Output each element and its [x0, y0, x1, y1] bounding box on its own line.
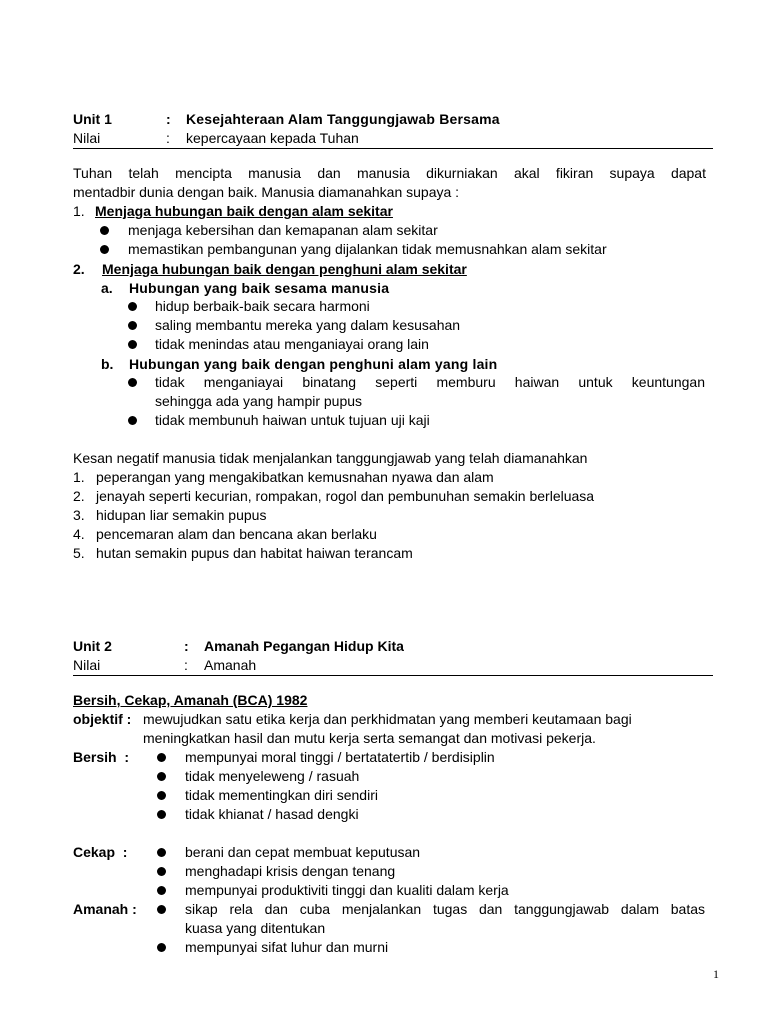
unit1-title: Kesejahteraan Alam Tanggungjawab Bersama	[186, 111, 500, 127]
unit2-label: Unit 2	[73, 638, 112, 654]
unit1-sub-b-bullet-1-line2: sehingga ada yang hampir pupus	[155, 393, 363, 409]
objektif-label: objektif :	[73, 711, 132, 727]
bullet-icon	[157, 943, 166, 952]
cekap-item-3: mempunyai produktiviti tinggi dan kualiti dalam kerja	[185, 882, 509, 898]
negative-item-3-number: 3.	[73, 507, 85, 523]
unit1-nilai-colon: :	[166, 130, 170, 146]
unit1-sub-b-label: b.	[101, 356, 114, 372]
unit2-title: Amanah Pegangan Hidup Kita	[204, 638, 404, 654]
cekap-item-1: berani dan cepat membuat keputusan	[185, 844, 421, 860]
cekap-label: Cekap :	[73, 844, 128, 860]
objektif-line1: mewujudkan satu etika kerja dan perkhidmatan yang memberi keutamaan bagi	[143, 711, 632, 727]
bullet-icon	[157, 848, 166, 857]
unit1-sub-b-bullet-2: tidak membunuh haiwan untuk tujuan uji kaji	[155, 412, 430, 428]
negative-item-2-text: jenayah seperti kecurian, rompakan, rogol dan pembunuhan semakin berleluasa	[96, 488, 595, 504]
unit1-sub-a-label: a.	[101, 280, 113, 296]
bullet-icon	[128, 321, 137, 330]
unit1-sec1-bullet-1: menjaga kebersihan dan kemapanan alam sekitar	[128, 222, 438, 238]
unit1-intro-line2: mentadbir dunia dengan baik. Manusia diamanahkan supaya :	[73, 184, 460, 200]
bullet-icon	[157, 886, 166, 895]
negative-item-1-text: peperangan yang mengakibatkan kemusnahan nyawa dan alam	[96, 469, 494, 485]
negative-item-4-number: 4.	[73, 526, 85, 542]
bullet-icon	[157, 905, 166, 914]
amanah-item-1-line2: kuasa yang ditentukan	[185, 920, 326, 936]
unit1-sec1-bullet-2: memastikan pembangunan yang dijalankan tidak memusnahkan alam sekitar	[128, 241, 607, 257]
bullet-icon	[157, 791, 166, 800]
negative-item-3-text: hidupan liar semakin pupus	[96, 507, 267, 523]
unit2-nilai-value: Amanah	[204, 657, 257, 673]
unit2-divider	[73, 675, 713, 676]
bersih-item-3: tidak mementingkan diri sendiri	[185, 787, 378, 803]
bullet-icon	[100, 226, 109, 235]
bullet-icon	[128, 302, 137, 311]
unit1-colon: :	[166, 111, 171, 127]
page-number: 1	[713, 967, 719, 981]
unit1-intro-line1: Tuhan telah mencipta manusia dan manusia dikurniakan akal fikiran supaya dapat	[73, 165, 706, 181]
bullet-icon	[100, 245, 109, 254]
unit1-sub-b-bullet-1-line1: tidak menganiayai binatang seperti memburu haiwan untuk keuntungan	[155, 374, 705, 390]
unit1-divider	[73, 148, 713, 149]
bersih-label: Bersih :	[73, 749, 130, 765]
unit1-sub-a-bullet-1: hidup berbaik-baik secara harmoni	[155, 298, 370, 314]
bullet-icon	[157, 810, 166, 819]
bullet-icon	[157, 753, 166, 762]
unit1-sec2-number: 2.	[73, 261, 85, 277]
unit1-sec1-title: Menjaga hubungan baik dengan alam sekitar	[95, 203, 393, 219]
unit1-negative-intro: Kesan negatif manusia tidak menjalankan tanggungjawab yang telah diamanahkan	[73, 450, 588, 466]
unit2-nilai-colon: :	[184, 657, 188, 673]
amanah-item-1-line1: sikap rela dan cuba menjalankan tugas dan tanggungjawab dalam batas	[185, 901, 705, 917]
unit1-sub-a-bullet-2: saling membantu mereka yang dalam kesusahan	[155, 317, 461, 333]
negative-item-4-text: pencemaran alam dan bencana akan berlaku	[96, 526, 377, 542]
amanah-item-2: mempunyai sifat luhur dan murni	[185, 939, 389, 955]
bullet-icon	[128, 340, 137, 349]
bullet-icon	[128, 378, 137, 387]
negative-item-5-number: 5.	[73, 545, 85, 561]
cekap-item-2: menghadapi krisis dengan tenang	[185, 863, 396, 879]
unit1-sub-a-bullet-3: tidak menindas atau menganiayai orang lain	[155, 336, 429, 352]
bersih-item-1: mempunyai moral tinggi / bertatatertib / berdisiplin	[185, 749, 495, 765]
unit1-sec2-title: Menjaga hubungan baik dengan penghuni alam sekitar	[102, 261, 467, 277]
negative-item-5-text: hutan semakin pupus dan habitat haiwan terancam	[96, 545, 413, 561]
objektif-line2: meningkatkan hasil dan mutu kerja serta semangat dan motivasi pekerja.	[143, 730, 596, 746]
unit1-nilai-value: kepercayaan kepada Tuhan	[186, 130, 359, 146]
negative-item-1-number: 1.	[73, 469, 85, 485]
bca-title: Bersih, Cekap, Amanah (BCA) 1982	[73, 692, 308, 708]
bersih-item-2: tidak menyeleweng / rasuah	[185, 768, 360, 784]
bullet-icon	[128, 416, 137, 425]
bersih-item-4: tidak khianat / hasad dengki	[185, 806, 359, 822]
unit2-colon: :	[184, 638, 189, 654]
unit2-nilai-label: Nilai	[73, 657, 101, 673]
unit1-nilai-label: Nilai	[73, 130, 101, 146]
unit1-label: Unit 1	[73, 111, 112, 127]
amanah-label: Amanah :	[73, 901, 137, 917]
bullet-icon	[157, 867, 166, 876]
unit1-sub-a-title: Hubungan yang baik sesama manusia	[129, 280, 390, 296]
unit1-sec1-number: 1.	[73, 203, 85, 219]
bullet-icon	[157, 772, 166, 781]
unit1-sub-b-title: Hubungan yang baik dengan penghuni alam yang lain	[129, 356, 498, 372]
negative-item-2-number: 2.	[73, 488, 85, 504]
